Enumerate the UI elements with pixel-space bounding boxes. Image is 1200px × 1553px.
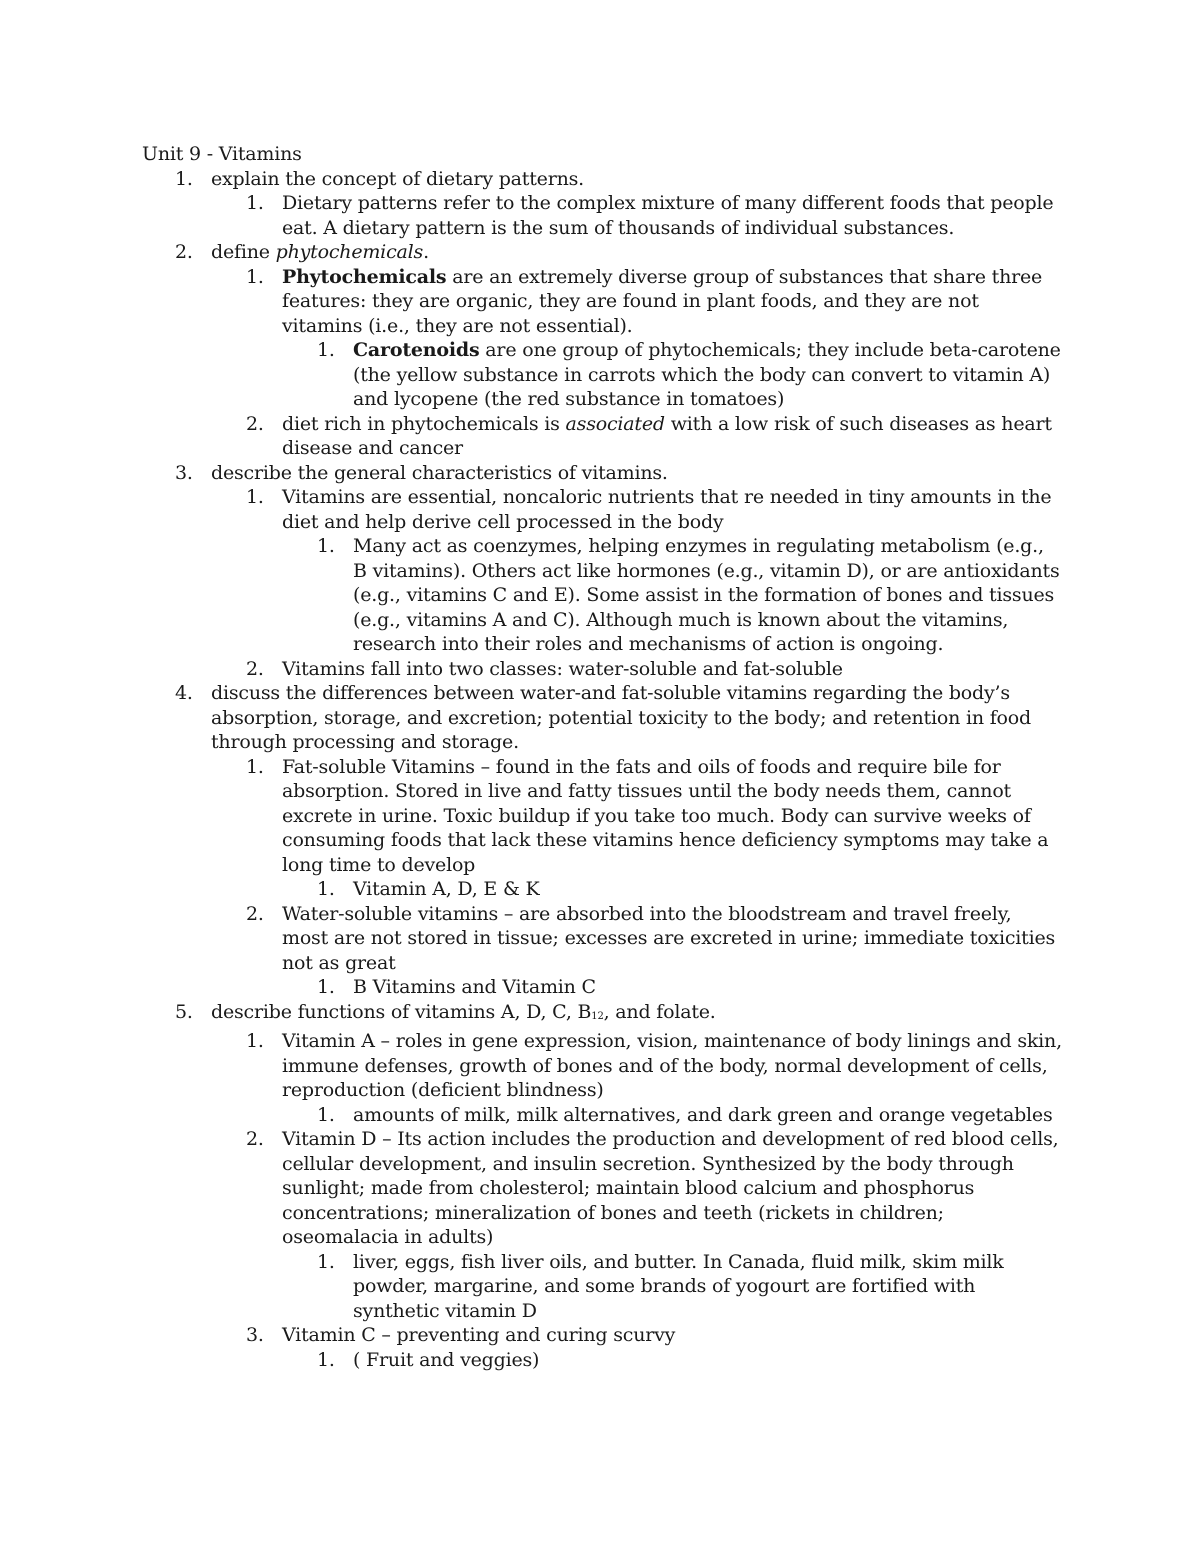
text-run: diet rich in phytochemicals is <box>282 412 566 435</box>
list-text: Many act as coenzymes, helping enzymes in regulating metabolism (e.g., B vitamins). Others act like hormones (e.g., vitamin D), or are antioxidants (e.g., vitamins C and E). Some assist in the formation of bones and tissues (e.g., vitamins A and C). Although much is known about the vitamins, research into their roles and mechanisms of action is ongoing. <box>353 535 1060 655</box>
list-text: explain the concept of dietary patterns. <box>211 167 585 190</box>
list-number: 1. <box>246 1030 264 1052</box>
list-number: 5. <box>175 1000 193 1023</box>
list-item <box>142 877 1061 902</box>
list-number: 3. <box>246 1324 264 1346</box>
list-number: 2. <box>246 1128 264 1150</box>
italic-term: associated <box>565 412 665 435</box>
text-run: are one group of phytochemicals; they include beta-carotene (the yellow substance in carrots which the body can convert to vitamin A) and lycopene (the red substance in tomatoes) <box>353 339 1061 410</box>
list-item <box>142 485 1062 534</box>
list-item <box>142 1029 1062 1103</box>
list-number: 2. <box>246 657 264 680</box>
list-item <box>142 1348 1061 1373</box>
list-item <box>142 681 1061 755</box>
list-number: 1. <box>317 878 335 900</box>
list-text: amounts of milk, milk alternatives, and dark green and orange vegetables <box>353 1103 1053 1126</box>
document-title: Unit 9 - Vitamins <box>142 143 302 165</box>
list-number: 3. <box>175 461 193 484</box>
list-item <box>142 412 1062 461</box>
list-text <box>211 1001 716 1023</box>
list-number: 1. <box>317 1103 335 1126</box>
list-item <box>142 191 1062 240</box>
list-text: Vitamins are essential, noncaloric nutrients that re needed in tiny amounts in the diet and help derive cell processed in the body <box>282 486 1052 533</box>
list-item <box>142 461 1061 486</box>
list-text: Vitamin C – preventing and curing scurvy <box>282 1324 676 1346</box>
list-item <box>142 1127 1062 1250</box>
list-item <box>142 265 1062 339</box>
list-item <box>142 755 1062 878</box>
text-run: define <box>211 241 276 263</box>
list-number: 1. <box>175 167 193 190</box>
list-item <box>142 240 1061 265</box>
list-item <box>142 534 1061 657</box>
list-number: 1. <box>317 1348 335 1371</box>
list-text: B Vitamins and Vitamin C <box>353 976 596 998</box>
list-text: Vitamin A, D, E & K <box>353 878 540 900</box>
list-item <box>142 1323 1062 1348</box>
list-text: liver, eggs, fish liver oils, and butter. In Canada, fluid milk, skim milk powder, margarine, and some brands of yogourt are fortified with synthetic vitamin D <box>353 1250 1004 1322</box>
list-number: 1. <box>246 486 264 508</box>
bold-term: Phytochemicals <box>282 265 447 288</box>
list-number: 1. <box>317 1250 335 1273</box>
list-number: 1. <box>317 976 335 998</box>
list-text <box>211 241 429 263</box>
list-number: 1. <box>317 535 335 557</box>
list-text: Vitamin A – roles in gene expression, vision, maintenance of body linings and skin, immune defenses, growth of bones and of the body, normal development of cells, reproduction (deficient blindness) <box>282 1030 1062 1101</box>
text-run: , and folate. <box>603 1000 716 1023</box>
list-number: 2. <box>175 241 193 263</box>
list-text: Vitamins fall into two classes: water-soluble and fat-soluble <box>282 657 843 680</box>
list-text: Fat-soluble Vitamins – found in the fats and oils of foods and require bile for absorption. Stored in live and fatty tissues until the body needs them, cannot excrete in urine. Toxic buildup if you take too much. Body can survive weeks of consuming foods that lack these vitamins hence deficiency symptoms may take a long time to develop <box>282 755 1049 876</box>
list-item <box>142 657 1062 682</box>
list-text <box>353 339 1061 410</box>
list-text: discuss the differences between water-and fat-soluble vitamins regarding the body’s absorption, storage, and excretion; potential toxicity to the body; and retention in food through processing and storage. <box>211 682 1031 753</box>
list-text: Vitamin D – Its action includes the production and development of red blood cells, cellular development, and insulin secretion. Synthesized by the body through sunlight; made from cholesterol; maintain blood calcium and phosphorus concentrations; mineralization of bones and teeth (rickets in children; oseomalacia in adults) <box>282 1128 1059 1248</box>
list-number: 2. <box>246 902 264 925</box>
text-run: . <box>423 241 429 263</box>
list-number: 1. <box>246 265 264 288</box>
list-number: 1. <box>246 755 264 778</box>
list-item <box>142 167 1061 192</box>
list-number: 4. <box>175 682 193 704</box>
list-item <box>142 1000 1061 1030</box>
list-item <box>142 975 1061 1000</box>
text-run: are an extremely diverse group of substances that share three features: they are organic, they are found in plant foods, and they are not vitamins (i.e., they are not essential). <box>282 265 1043 337</box>
subscript: 12 <box>591 1010 604 1022</box>
text-run: with a low risk of such diseases as heart disease and cancer <box>282 412 1052 459</box>
list-item <box>142 1103 1061 1128</box>
list-text: Dietary patterns refer to the complex mixture of many different foods that people eat. A dietary pattern is the sum of thousands of individual substances. <box>282 192 1054 239</box>
list-number: 1. <box>317 339 335 361</box>
list-text <box>282 266 1042 337</box>
list-number: 2. <box>246 412 264 435</box>
list-text: Water-soluble vitamins – are absorbed into the bloodstream and travel freely, most are not stored in tissue; excesses are excreted in urine; immediate toxicities not as great <box>282 902 1056 974</box>
italic-term: phytochemicals <box>275 241 424 263</box>
text-run: describe functions of vitamins A, D, C, B <box>211 1000 592 1023</box>
list-item <box>142 1250 1061 1324</box>
list-text <box>282 413 1052 460</box>
list-item <box>142 338 1061 412</box>
bold-term: Carotenoids <box>353 339 480 361</box>
list-text: describe the general characteristics of vitamins. <box>211 461 668 484</box>
list-number: 1. <box>246 192 264 214</box>
list-text: ( Fruit and veggies) <box>353 1348 540 1371</box>
list-item <box>142 902 1062 976</box>
